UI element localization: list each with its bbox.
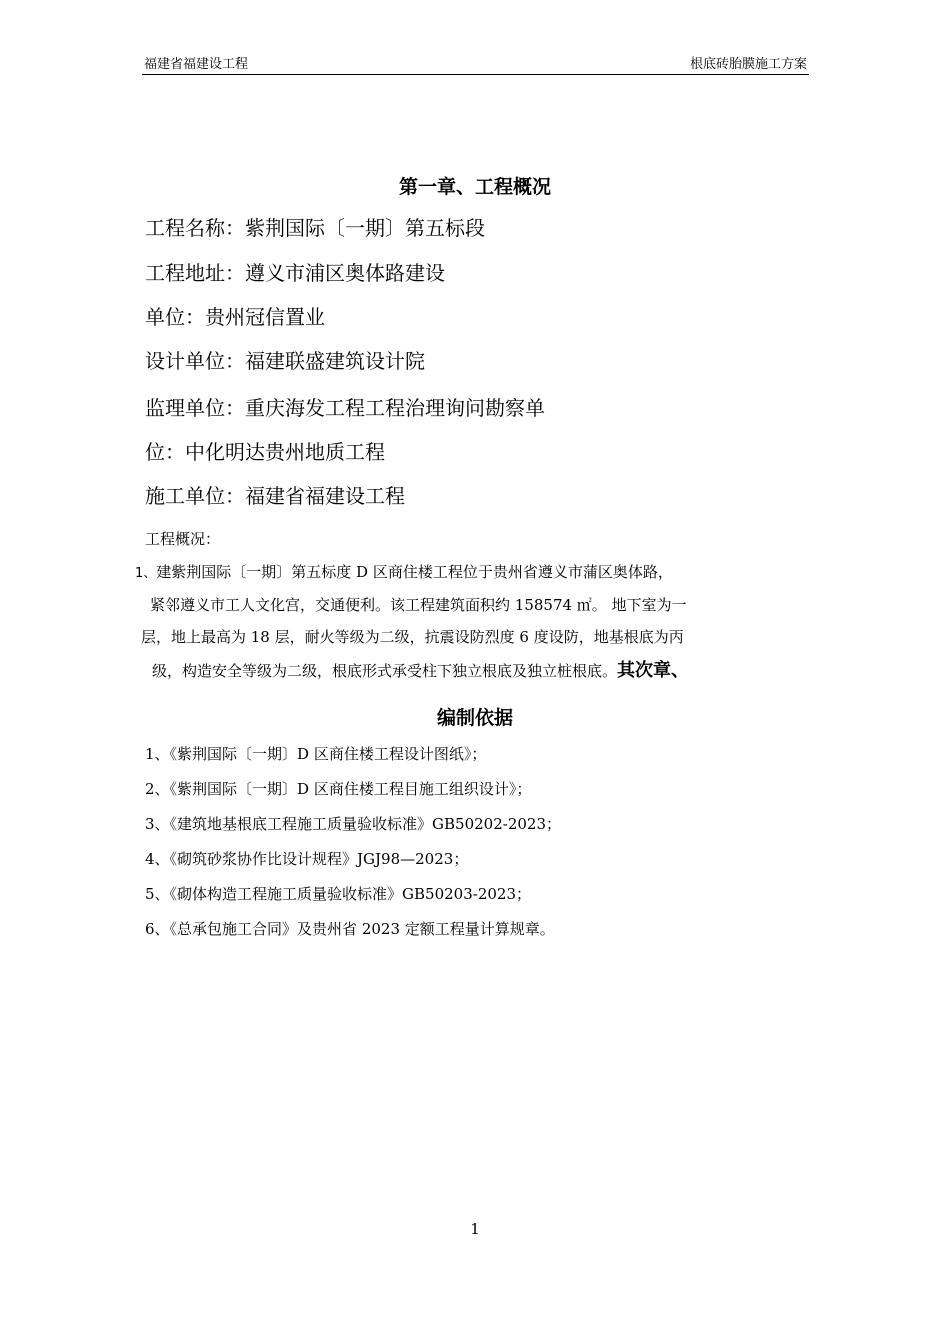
- reference-item: 6、《总承包施工合同》及贵州省 2023 定额工程量计算规章。: [145, 920, 555, 938]
- reference-item: 4、《砌筑砂浆协作比设计规程》JGJ98—2023；: [145, 850, 469, 868]
- chapter-2-number: 其次章、: [617, 660, 690, 681]
- info-supervision-unit: 监理单位：重庆海发工程工程治理询问勘察单: [145, 396, 545, 420]
- page-header: [142, 56, 809, 75]
- reference-item: 5、《砌体构造工程施工质量验收标准》GB50203-2023；: [145, 885, 532, 903]
- info-survey-unit: 位：中化明达贵州地质工程: [145, 440, 385, 464]
- info-owner: 单位：贵州冠信置业: [145, 305, 325, 329]
- reference-item: 1、《紫荆国际〔一期〕D 区商住楼工程设计图纸》；: [145, 745, 487, 763]
- paragraph-line-4: [152, 655, 689, 687]
- overview-label: 工程概况：: [145, 530, 221, 548]
- info-project-name: 工程名称：紫荆国际〔一期〕第五标段: [145, 216, 485, 240]
- info-project-address: 工程地址：遵义市浦区奥体路建设: [145, 261, 445, 285]
- info-design-unit: 设计单位：福建联盛建筑设计院: [145, 349, 425, 373]
- header-company: 福建省福建设工程: [144, 57, 249, 72]
- reference-item: 2、《紫荆国际〔一期〕D 区商住楼工程目施工组织设计》；: [145, 780, 532, 798]
- reference-item: 3、《建筑地基根底工程施工质量验收标准》GB50202-2023；: [145, 815, 562, 833]
- paragraph-line-4-text: 级，构造安全等级为二级，根底形式承受柱下独立根底及独立桩根底。: [152, 662, 618, 680]
- paragraph-line-3: 层，地上最高为 18 层，耐火等级为二级，抗震设防烈度 6 度设防，地基根底为丙: [141, 628, 684, 646]
- page-number: 1: [470, 1220, 480, 1238]
- paragraph-line-1: [135, 557, 673, 589]
- chapter-2-title: 编制依据: [436, 707, 513, 729]
- info-construction-unit: 施工单位：福建省福建设工程: [145, 484, 405, 508]
- paragraph-line-1-text: 建紫荆国际〔一期〕第五标度 D 区商住楼工程位于贵州省遵义市蒲区奥体路，: [156, 563, 673, 581]
- header-document-title: 根底砖胎膜施工方案: [689, 57, 807, 72]
- paragraph-line-2: 紧邻遵义市工人文化宫，交通便利。该工程建筑面积约 158574 ㎡。 地下室为一: [150, 596, 687, 614]
- paragraph-number: 1、: [135, 566, 157, 581]
- chapter-1-title: 第一章、工程概况: [398, 176, 551, 198]
